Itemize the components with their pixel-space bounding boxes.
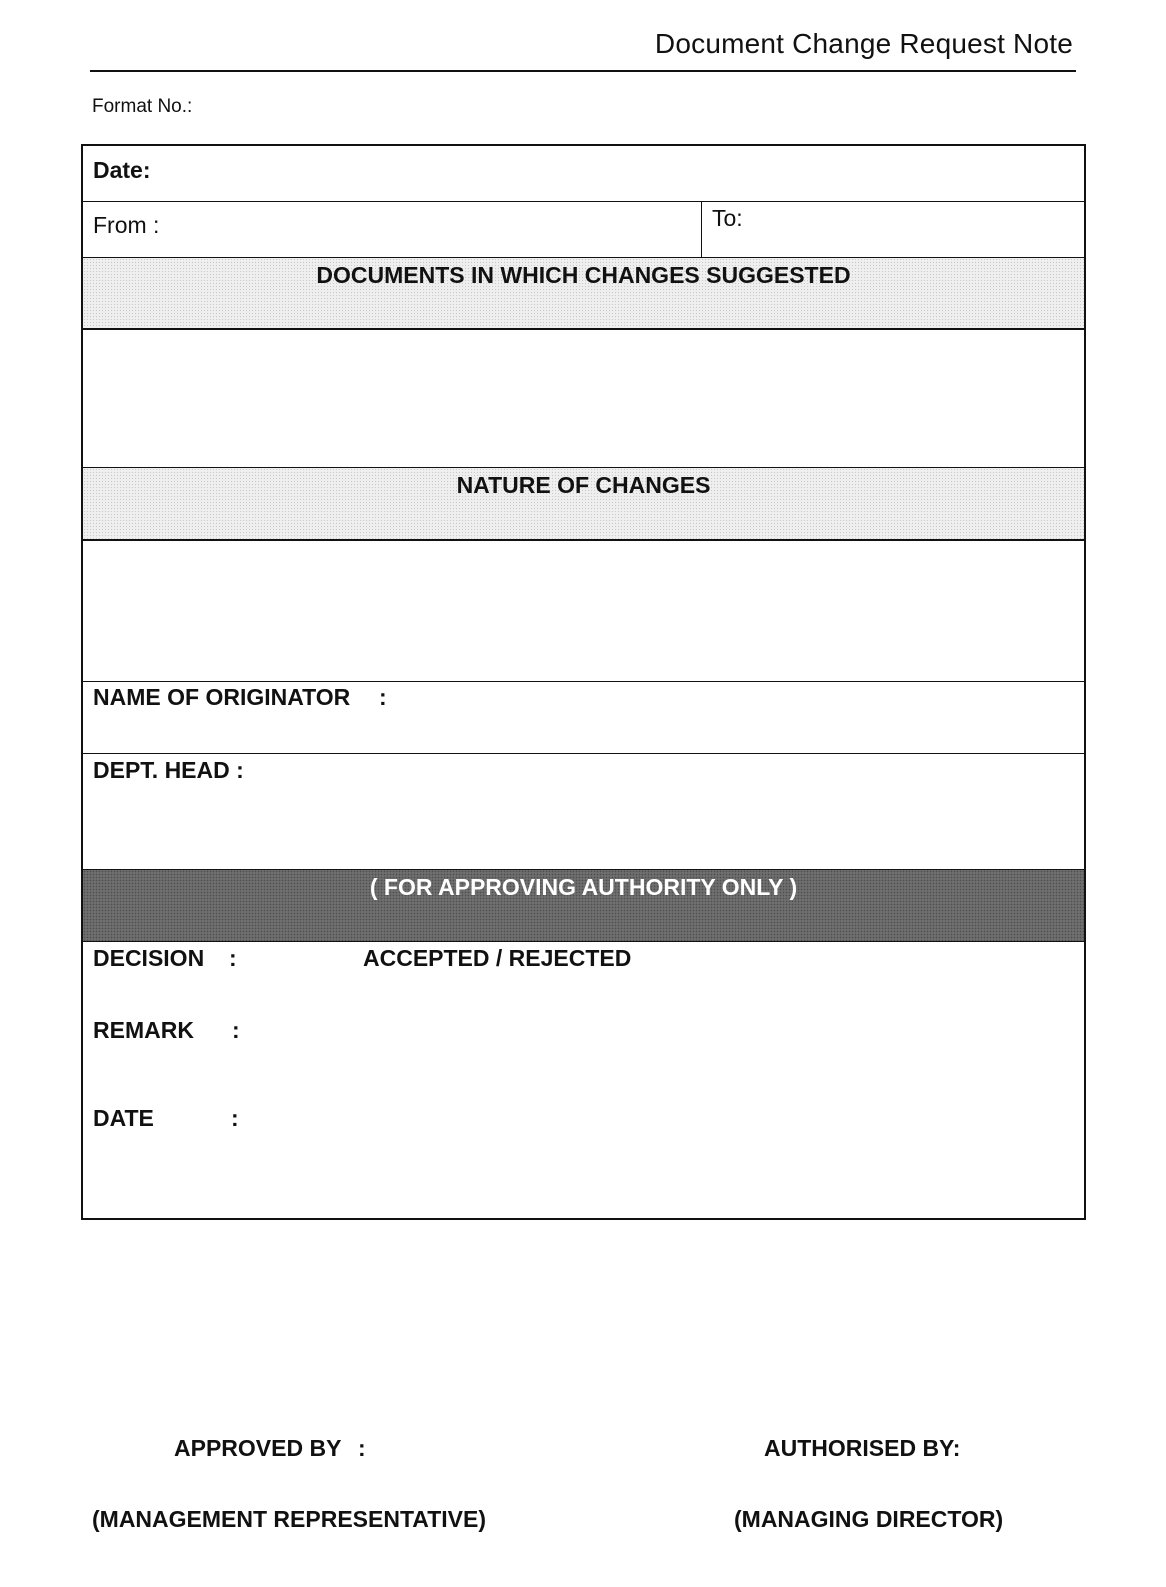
approving-heading-band — [83, 870, 1084, 941]
decision-colon: : — [229, 945, 237, 971]
divider — [83, 941, 1084, 942]
page-title: Document Change Request Note — [654, 28, 1073, 59]
divider — [83, 753, 1084, 754]
decision-label: DECISION — [93, 945, 205, 971]
nature-field[interactable] — [83, 541, 1084, 681]
title-rule — [90, 70, 1076, 72]
nature-heading-band — [83, 468, 1084, 539]
nature-heading: NATURE OF CHANGES — [456, 472, 711, 498]
remark-colon: : — [232, 1017, 240, 1043]
originator-colon: : — [379, 684, 387, 710]
date-label: Date: — [93, 157, 151, 183]
divider — [83, 201, 1084, 202]
change-request-form — [81, 144, 1086, 1220]
format-no-label: Format No.: — [92, 96, 193, 117]
date2-label: DATE — [93, 1105, 154, 1131]
managing-director: (MANAGING DIRECTOR) — [734, 1506, 1004, 1532]
dept-head-label: DEPT. HEAD : — [93, 757, 244, 783]
approving-heading: ( FOR APPROVING AUTHORITY ONLY ) — [369, 874, 798, 900]
decision-value: ACCEPTED / REJECTED — [363, 945, 632, 971]
approved-by-label: APPROVED BY — [174, 1435, 342, 1461]
authorised-by-label: AUTHORISED BY: — [764, 1435, 961, 1461]
from-to-divider — [701, 201, 702, 257]
approved-by-colon: : — [358, 1435, 366, 1461]
to-label: To: — [712, 205, 743, 231]
documents-heading: DOCUMENTS IN WHICH CHANGES SUGGESTED — [316, 262, 851, 288]
divider — [83, 681, 1084, 682]
documents-field[interactable] — [83, 330, 1084, 467]
remark-label: REMARK — [93, 1017, 194, 1043]
date2-colon: : — [231, 1105, 239, 1131]
from-label: From : — [93, 212, 160, 238]
originator-label: NAME OF ORIGINATOR — [93, 684, 351, 710]
management-representative: (MANAGEMENT REPRESENTATIVE) — [92, 1506, 486, 1532]
documents-heading-band — [83, 258, 1084, 328]
